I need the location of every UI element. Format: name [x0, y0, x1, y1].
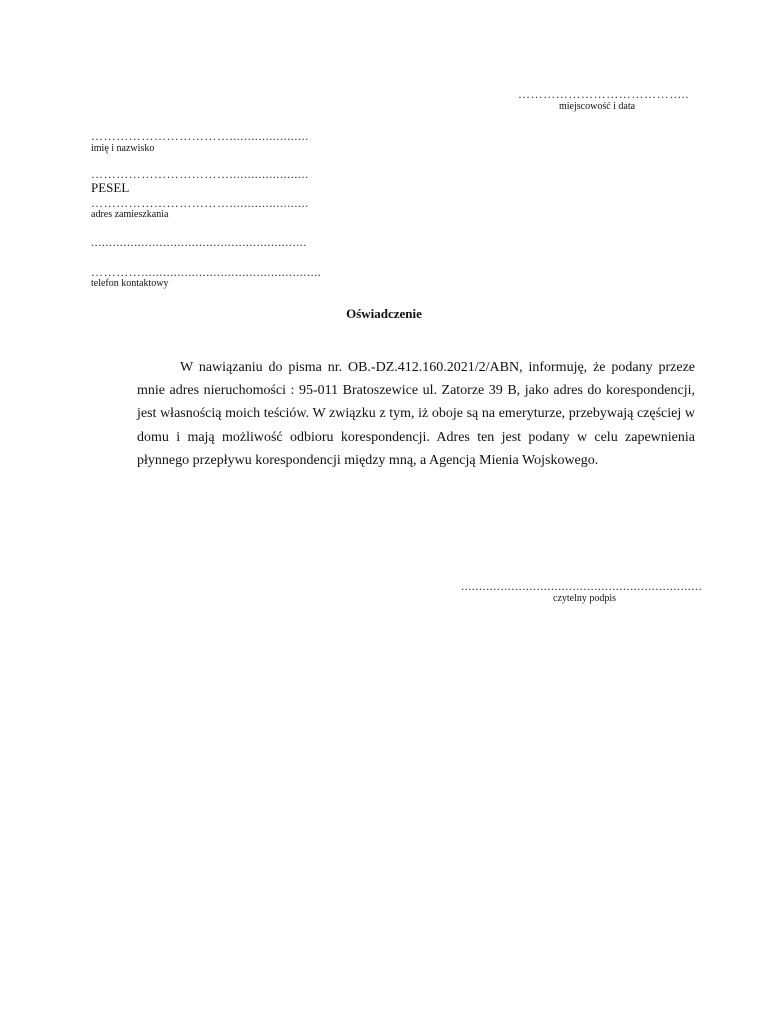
place-date-label: miejscowość i data: [559, 101, 636, 112]
pesel-label: PESEL: [91, 180, 130, 195]
address-label: adres zamieszkania: [91, 209, 169, 220]
name-label: imię i nazwisko: [91, 143, 155, 154]
signature-label: czytelny podpis: [553, 593, 617, 604]
statement-body: W nawiązaniu do pisma nr. OB.-DZ.412.160.2021/2/ABN, informuję, że podany przeze mnie adres nieruchomości : 95-011 Bratoszewice ul. Zatorze 39 B, jako adres do korespondencji, jest własnością moich teściów. W związku z tym, iż oboje są na emeryturze, przebywają częściej w domu i mają możliwość odbioru korespondencji. Adres ten jest podany w celu zapewnienia płynnego przepływu korespondencji między mną, a Agencją Mienia Wojskowego.: [137, 360, 695, 468]
phone-label: telefon kontaktowy: [91, 278, 169, 289]
document-title: Oświadczenie: [346, 306, 422, 321]
pesel-dotted-line: ……………………………......................: [91, 167, 309, 181]
signature-dotted-line: ...................................................................: [461, 579, 703, 593]
name-dotted-line: ……………………………......................: [91, 129, 309, 143]
phone-dotted-line: …………..................................................: [91, 265, 322, 279]
place-date-dotted-line: …………………………………..: [518, 87, 689, 101]
address-dotted-line: ……………………………......................: [91, 196, 309, 210]
address-dotted-line-2: ............................................................: [91, 235, 307, 249]
